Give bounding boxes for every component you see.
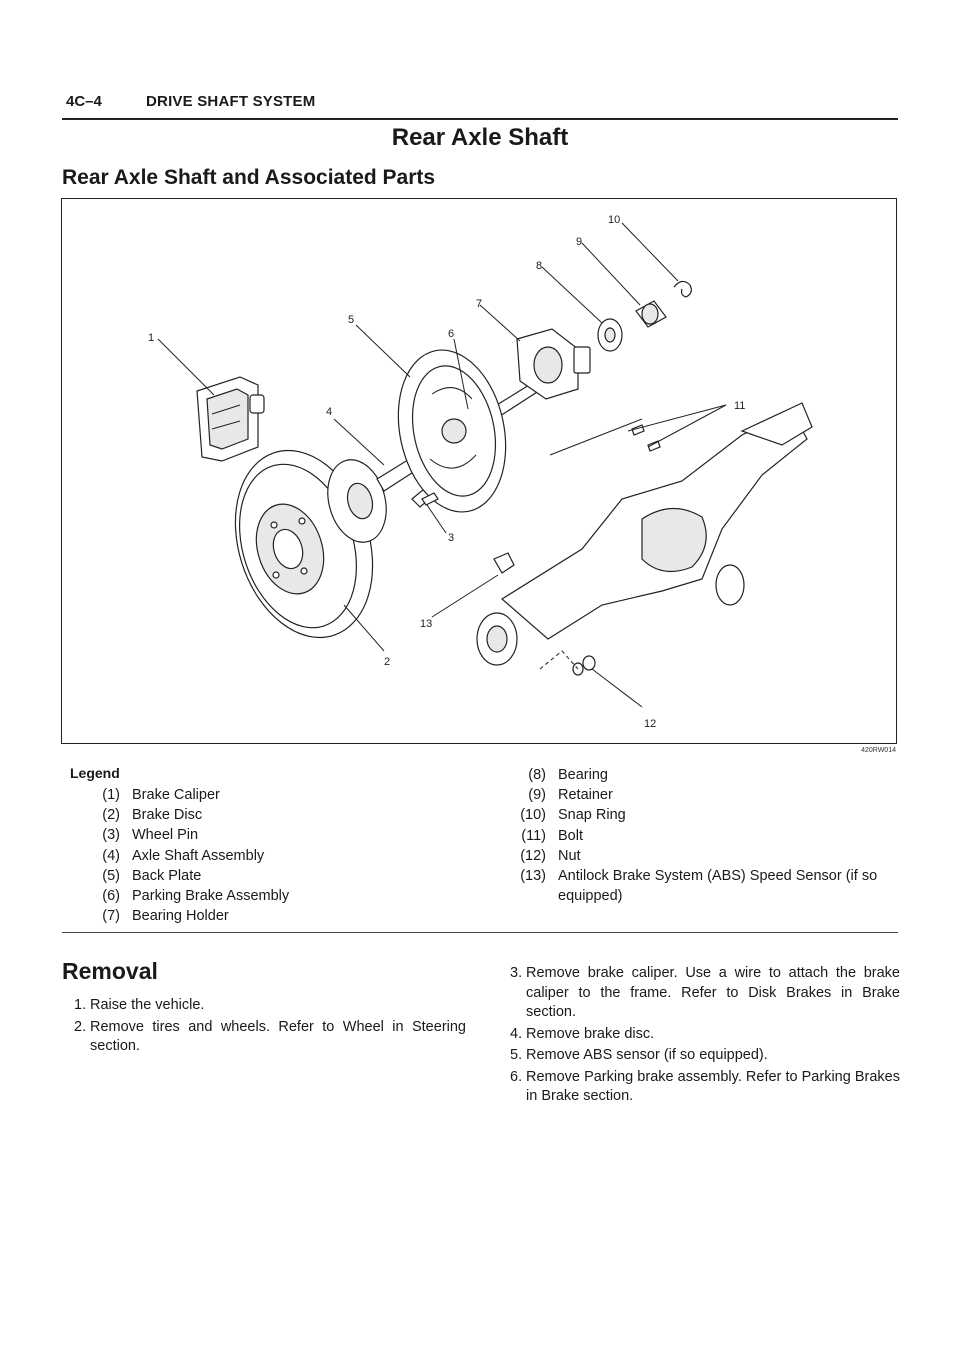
legend-column-left (70, 785, 472, 926)
callout-5: 5 (348, 314, 355, 326)
axle-housing-drawing (477, 403, 812, 665)
callout-10: 10 (608, 214, 621, 226)
callout-9: 9 (576, 236, 583, 248)
callout-11: 11 (734, 400, 746, 412)
page-header (62, 92, 898, 120)
nut-drawing (573, 656, 595, 675)
bolts-drawing (550, 419, 660, 455)
removal-step: 6. Remove Parking brake assembly. Refer to Parking Brakes in Brake section. (510, 1068, 900, 1104)
callout-2: 2 (384, 656, 391, 668)
legend-item: (1) Brake Caliper (102, 787, 220, 803)
callout-12: 12 (644, 718, 657, 730)
snap-ring-drawing (674, 281, 691, 297)
section-divider (62, 932, 898, 933)
removal-heading: Removal (62, 958, 158, 984)
legend-column-right (496, 765, 898, 906)
exploded-diagram (61, 198, 897, 744)
callout-6: 6 (448, 328, 455, 340)
callout-7: 7 (476, 298, 483, 310)
legend-item: (6) Parking Brake Assembly (102, 888, 290, 905)
removal-step: 1. Raise the vehicle. (74, 997, 205, 1013)
page-code: 4C–4 (66, 93, 102, 110)
removal-step: 4. Remove brake disc. (510, 1025, 655, 1042)
removal-step: 3. Remove brake caliper. Use a wire to attach the brake caliper to the frame. Refer to Disk Brakes in Brake section. (510, 965, 900, 1020)
legend-item: (12) Nut (520, 847, 581, 864)
callout-1: 1 (148, 332, 155, 344)
legend-item: (3) Wheel Pin (102, 827, 199, 844)
callout-13: 13 (420, 618, 433, 630)
callout-8: 8 (536, 260, 543, 272)
chapter-title: DRIVE SHAFT SYSTEM (146, 93, 316, 110)
removal-steps-left (74, 996, 466, 1059)
retainer-drawing (636, 301, 666, 327)
legend-item: (8) Bearing (528, 767, 608, 783)
legend-item: (4) Axle Shaft Assembly (102, 847, 265, 864)
legend-item: (7) Bearing Holder (102, 908, 229, 925)
bearing-drawing (598, 319, 622, 351)
removal-step: 2. Remove tires and wheels. Refer to Wheel in Steering section. (74, 1018, 466, 1054)
callout-4: 4 (326, 406, 333, 418)
abs-sensor-drawing (494, 553, 514, 573)
legend-item: (13) Antilock Brake System (ABS) Speed Sensor (if so equipped) (520, 868, 878, 905)
legend-title: Legend (70, 765, 120, 781)
subsection-title: Rear Axle Shaft and Associated Parts (62, 166, 436, 189)
legend-item: (9) Retainer (528, 787, 613, 804)
figure-id: 420RW014 (861, 747, 896, 754)
legend-item: (10) Snap Ring (520, 807, 626, 824)
callout-3: 3 (448, 532, 455, 544)
back-plate-drawing (384, 340, 520, 522)
brake-caliper-drawing (197, 377, 264, 461)
removal-step: 5. Remove ABS sensor (if so equipped). (510, 1047, 768, 1063)
removal-steps-right (510, 964, 900, 1109)
section-title: Rear Axle Shaft (391, 124, 569, 151)
legend-item: (11) Bolt (521, 827, 583, 844)
legend-item: (5) Back Plate (102, 867, 202, 884)
exploded-diagram-art (62, 199, 896, 743)
brake-disc-drawing (213, 433, 396, 656)
legend-item: (2) Brake Disc (102, 807, 203, 824)
